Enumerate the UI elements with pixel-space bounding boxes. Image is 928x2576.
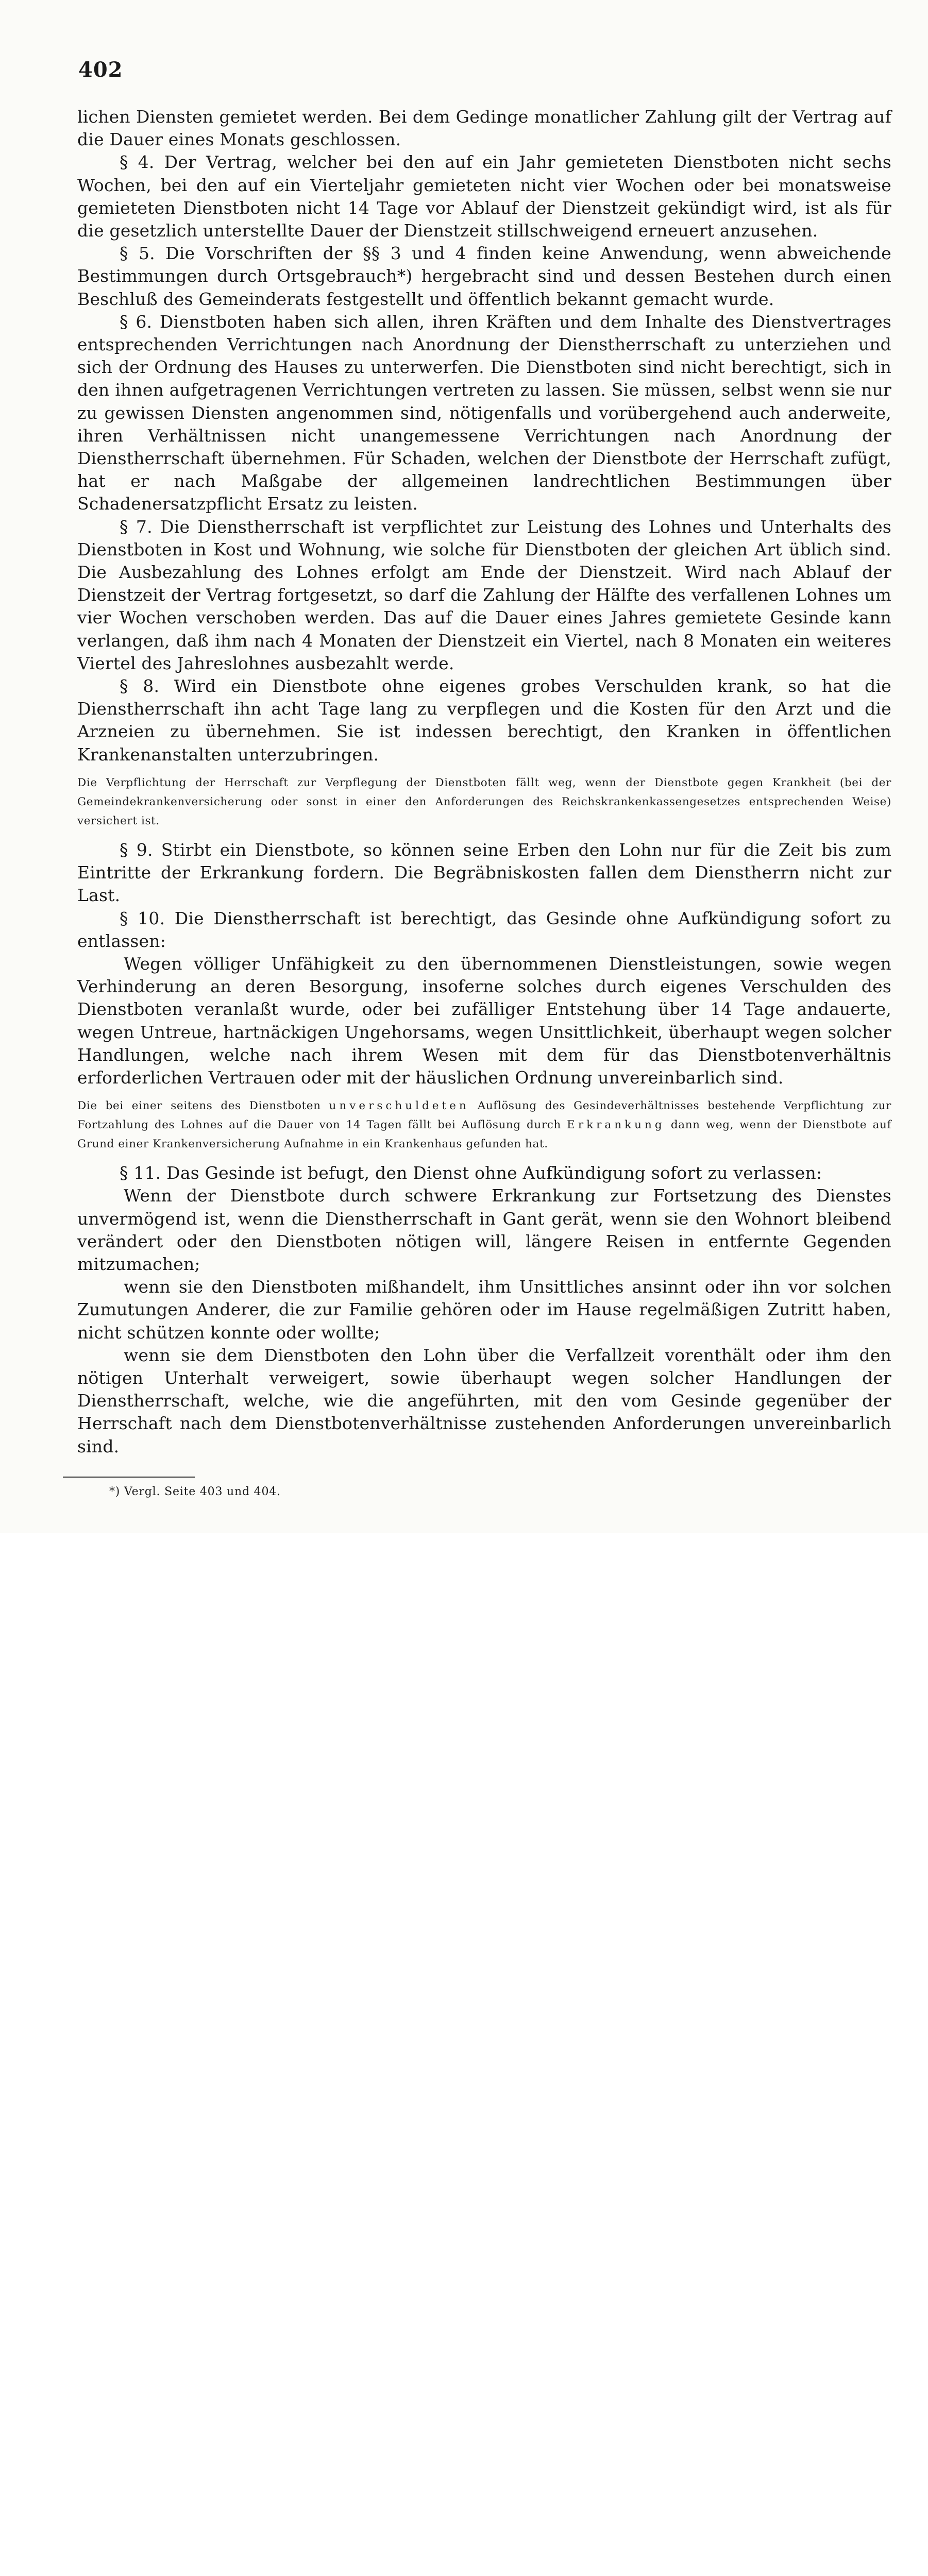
viewer-footer bbox=[0, 1533, 928, 1602]
paragraph-section-7: § 7. Die Dienstherrschaft ist verpflichtet zur Leistung des Lohnes und Unterhalts des Dienstboten in Kost und Wohnung, wie solche für Dienstboten der gleichen Art üblich sind. Die Ausbezahlung des Lohnes erfolgt am Ende der Dienstzeit. Wird nach Ablauf der Dienstzeit der Vertrag fortgesetzt, so darf die Zahlung der Hälfte des verfallenen Lohnes um vier Wochen verschoben werden. Das auf die Dauer eines Jahres gemietete Gesinde kann verlangen, daß ihm nach 4 Monaten der Dienstzeit ein Viertel, nach 8 Monaten ein weiteres Viertel des Jahreslohnes ausbezahlt werde. bbox=[77, 516, 891, 673]
footnote: *) Vergl. Seite 403 und 404. bbox=[109, 1485, 281, 1498]
paragraph-section-11-ground-3: wenn sie dem Dienstboten den Lohn über die Verfallzeit vorenthält oder ihm den nötigen Unterhalt verweigert, sowie überhaupt wegen solcher Handlungen der Dienstherrschaft, welche, wie die angeführten, mit den vom Gesinde gegenüber der Herrschaft nach dem Dienstbotenverhältnisse zustehenden Anforderungen unvereinbarlich sind. bbox=[77, 1345, 891, 1456]
note-emphasis: unverschuldeten bbox=[329, 1099, 469, 1113]
note-section-10 bbox=[77, 1096, 891, 1154]
paragraph-section-11: § 11. Das Gesinde ist befugt, den Dienst ohne Aufkündigung sofort zu verlassen: bbox=[120, 1163, 822, 1183]
paragraph-section-10-grounds: Wegen völliger Unfähigkeit zu den übernommenen Dienstleistungen, sowie wegen Verhinderung an deren Besorgung, insoferne solches durch eigenes Verschulden des Dienstboten veranlaßt wurde, oder bei zufälliger Entstehung über 14 Tage andauerte, wegen Untreue, hartnäckigen Ungehorsams, wegen Unsittlichkeit, überhaupt wegen solcher Handlungen, welche nach ihrem Wesen mit dem für das Dienstbotenverhältnis erforderlichen Vertrauen oder mit der häuslichen Ordnung unvereinbarlich sind. bbox=[77, 953, 891, 1088]
paragraph-section-10: § 10. Die Dienstherrschaft ist berechtigt, das Gesinde ohne Aufkündigung sofort zu entlassen: bbox=[77, 908, 891, 951]
page-number: 402 bbox=[78, 58, 123, 82]
paragraph-section-5: § 5. Die Vorschriften der §§ 3 und 4 finden keine Anwendung, wenn abweichende Bestimmungen durch Ortsgebrauch*) hergebracht sind und dessen Bestehen durch einen Beschluß des Gemeinderats festgestellt und öffentlich bekannt gemacht wurde. bbox=[77, 243, 891, 309]
paragraph-continuation: lichen Diensten gemietet werden. Bei dem Gedinge monatlicher Zahlung gilt der Vertrag auf die Dauer eines Monats geschlossen. bbox=[77, 107, 891, 150]
note-text: Die bei einer seitens des Dienstboten bbox=[77, 1099, 329, 1113]
paragraph-section-8: § 8. Wird ein Dienstbote ohne eigenes grobes Verschulden krank, so hat die Dienstherrschaft ihn acht Tage lang zu verpflegen und die Kosten für den Arzt und die Arzneien zu übernehmen. Sie ist indessen berechtigt, den Kranken in öffentlichen Krankenanstalten unterzubringen. bbox=[77, 676, 891, 765]
paragraph-section-9: § 9. Stirbt ein Dienstbote, so können seine Erben den Lohn nur für die Zeit bis zum Eintritte der Erkrankung fordern. Die Begräbniskosten fallen dem Dienstherrn nicht zur Last. bbox=[77, 839, 891, 906]
note-text: Auflösung des Gesindeverhältnisses bestehende Verpflichtung zur Fortzahlung des Lohnes auf die Dauer von 14 Tagen fällt bei Auflösung durch bbox=[77, 1099, 891, 1132]
note-emphasis: Erkrankung bbox=[567, 1118, 665, 1132]
paragraph-section-6: § 6. Dienstboten haben sich allen, ihren Kräften und dem Inhalte des Dienstvertrages entsprechenden Verrichtungen nach Anordnung der Dienstherrschaft zu unterziehen und sich der Ordnung des Hauses zu unterwerfen. Die Dienstboten sind nicht berechtigt, sich in den ihnen aufgetragenen Verrichtungen vertreten zu lassen. Sie müssen, selbst wenn sie nur zu gewissen Diensten angenommen sind, nötigenfalls und vorübergehend auch anderweite, ihren Verhältnissen nicht unangemessene Verrichtungen nach Anordnung der Dienstherrschaft übernehmen. Für Schaden, welchen der Dienstbote der Herrschaft zufügt, hat er nach Maßgabe der allgemeinen landrechtlichen Bestimmungen über Schadenersatzpflicht Ersatz zu leisten. bbox=[77, 311, 891, 514]
note-text: dann weg, wenn der Dienstbote auf Grund einer Krankenversicherung Aufnahme in ein Krankenhaus gefunden hat. bbox=[77, 1118, 891, 1151]
footnote-rule bbox=[63, 1477, 195, 1478]
paragraph-section-4: § 4. Der Vertrag, welcher bei den auf ein Jahr gemieteten Dienstboten nicht sechs Wochen, bei den auf ein Vierteljahr gemieteten nicht vier Wochen oder bei monatsweise gemieteten Dienstboten nicht 14 Tage vor Ablauf der Dienstzeit gekündigt wird, ist als für die gesetzlich unterstellte Dauer der Dienstzeit stillschweigend erneuert anzusehen. bbox=[77, 152, 891, 241]
paragraph-section-11-ground-1: Wenn der Dienstbote durch schwere Erkrankung zur Fortsetzung des Dienstes unvermögend ist, wenn die Dienstherrschaft in Gant gerät, wenn sie den Wohnort bleibend verändert oder den Dienstboten nötigen will, längere Reisen in entfernte Gegenden mitzumachen; bbox=[77, 1185, 891, 1274]
page-text bbox=[77, 106, 891, 1458]
paragraph-section-11-ground-2: wenn sie den Dienstboten mißhandelt, ihm Unsittliches ansinnt oder ihn vor solchen Zumutungen Anderer, die zur Familie gehören oder im Hause regelmäßigen Zutritt haben, nicht schützen konnte oder wollte; bbox=[77, 1277, 891, 1343]
note-section-8: Die Verpflichtung der Herrschaft zur Verpflegung der Dienstboten fällt weg, wenn der Dienstbote gegen Krankheit (bei der Gemeindekrankenversicherung oder sonst in einer den Anforderungen des Reichskrankenkassengesetzes entsprechenden Weise) versichert ist. bbox=[77, 776, 891, 827]
